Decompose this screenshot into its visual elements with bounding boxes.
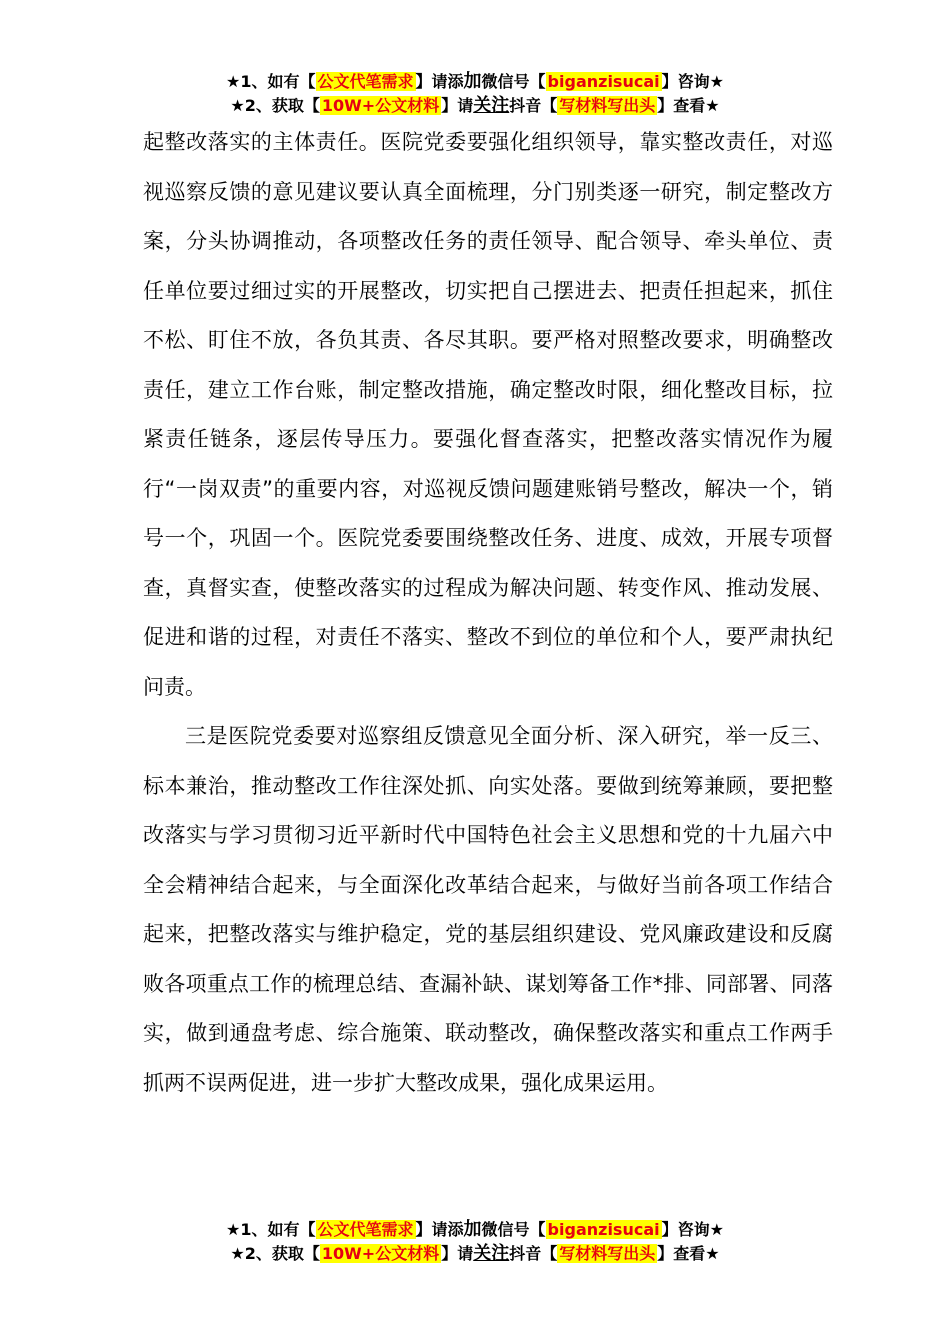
promo-highlight: biganzisucai bbox=[547, 72, 660, 91]
promo-line-1 bbox=[0, 1218, 950, 1242]
promo-text: 抖音【 bbox=[509, 96, 558, 115]
promo-text: ★1、如有【 bbox=[226, 1220, 316, 1239]
promo-highlight: 公文代笔需求 bbox=[317, 1220, 414, 1239]
promo-text: ★2、获取【 bbox=[230, 96, 320, 115]
promo-highlight: 写材料写出头 bbox=[559, 1244, 656, 1263]
paragraph-1: 起整改落实的主体责任。医院党委要强化组织领导，靠实整改责任，对巡视巡察反馈的意见建议要认真全面梳理，分门别类逐一研究，制定整改方案，分头协调推动，各项整改任务的责任领导、配合领导、牵头单位、责任单位要过细过实的开展整改，切实把自己摆进去、把责任担起来，抓住不松、盯住不放，各负其责、各尽其职。要严格对照整改要求，明确整改责任，建立工作台账，制定整改措施，确定整改时限，细化整改目标，拉紧责任链条，逐层传导压力。要强化督查落实，把整改落实情况作为履行“一岗双责”的重要内容，对巡视反馈问题建账销号整改，解决一个，销号一个，巩固一个。医院党委要围绕整改任务、进度、成效，开展专项督查，真督实查，使整改落实的过程成为解决问题、转变作风、推动发展、促进和谐的过程，对责任不落实、整改不到位的单位和个人，要严肃执纪问责。 bbox=[143, 130, 833, 699]
document-body bbox=[143, 118, 833, 1108]
promo-text: 】咨询★ bbox=[661, 72, 724, 91]
promo-text: 关注 bbox=[473, 95, 510, 116]
promo-text: 微信号【 bbox=[481, 72, 546, 91]
promo-text: 】请 bbox=[441, 96, 474, 115]
promo-text: 加 bbox=[463, 71, 482, 92]
promo-line-1 bbox=[0, 70, 950, 94]
promo-text: 】请添 bbox=[415, 1220, 464, 1239]
paragraph-2: 三是医院党委要对巡察组反馈意见全面分析、深入研究，举一反三、标本兼治，推动整改工作往深处抓、向实处落。要做到统筹兼顾，要把整改落实与学习贯彻习近平新时代中国特色社会主义思想和党的十九届六中全会精神结合起来，与全面深化改革结合起来，与做好当前各项工作结合起来，把整改落实与维护稳定，党的基层组织建设、党风廉政建设和反腐败各项重点工作的梳理总结、查漏补缺、谋划筹备工作*排、同部署、同落实，做到通盘考虑、综合施策、联动整改，确保整改落实和重点工作两手抓两不误两促进，进一步扩大整改成果，强化成果运用。 bbox=[143, 724, 833, 1095]
promo-text: 】咨询★ bbox=[661, 1220, 724, 1239]
promo-text: 】查看★ bbox=[657, 1244, 720, 1263]
promo-highlight: 公文代笔需求 bbox=[317, 72, 414, 91]
promo-text: 微信号【 bbox=[481, 1220, 546, 1239]
promo-text: 抖音【 bbox=[509, 1244, 558, 1263]
promo-text: 】查看★ bbox=[657, 96, 720, 115]
promo-highlight: 10W+公文材料 bbox=[321, 1244, 440, 1263]
promo-line-2 bbox=[0, 1242, 950, 1266]
promo-header bbox=[0, 70, 950, 118]
promo-text: 加 bbox=[463, 1219, 482, 1240]
promo-highlight: 写材料写出头 bbox=[559, 96, 656, 115]
promo-text: 】请 bbox=[441, 1244, 474, 1263]
promo-text: ★2、获取【 bbox=[230, 1244, 320, 1263]
promo-line-2 bbox=[0, 94, 950, 118]
promo-highlight: 10W+公文材料 bbox=[321, 96, 440, 115]
promo-footer bbox=[0, 1218, 950, 1266]
promo-text: ★1、如有【 bbox=[226, 72, 316, 91]
promo-text: 关注 bbox=[473, 1243, 510, 1264]
promo-text: 】请添 bbox=[415, 72, 464, 91]
promo-highlight: biganzisucai bbox=[547, 1220, 660, 1239]
